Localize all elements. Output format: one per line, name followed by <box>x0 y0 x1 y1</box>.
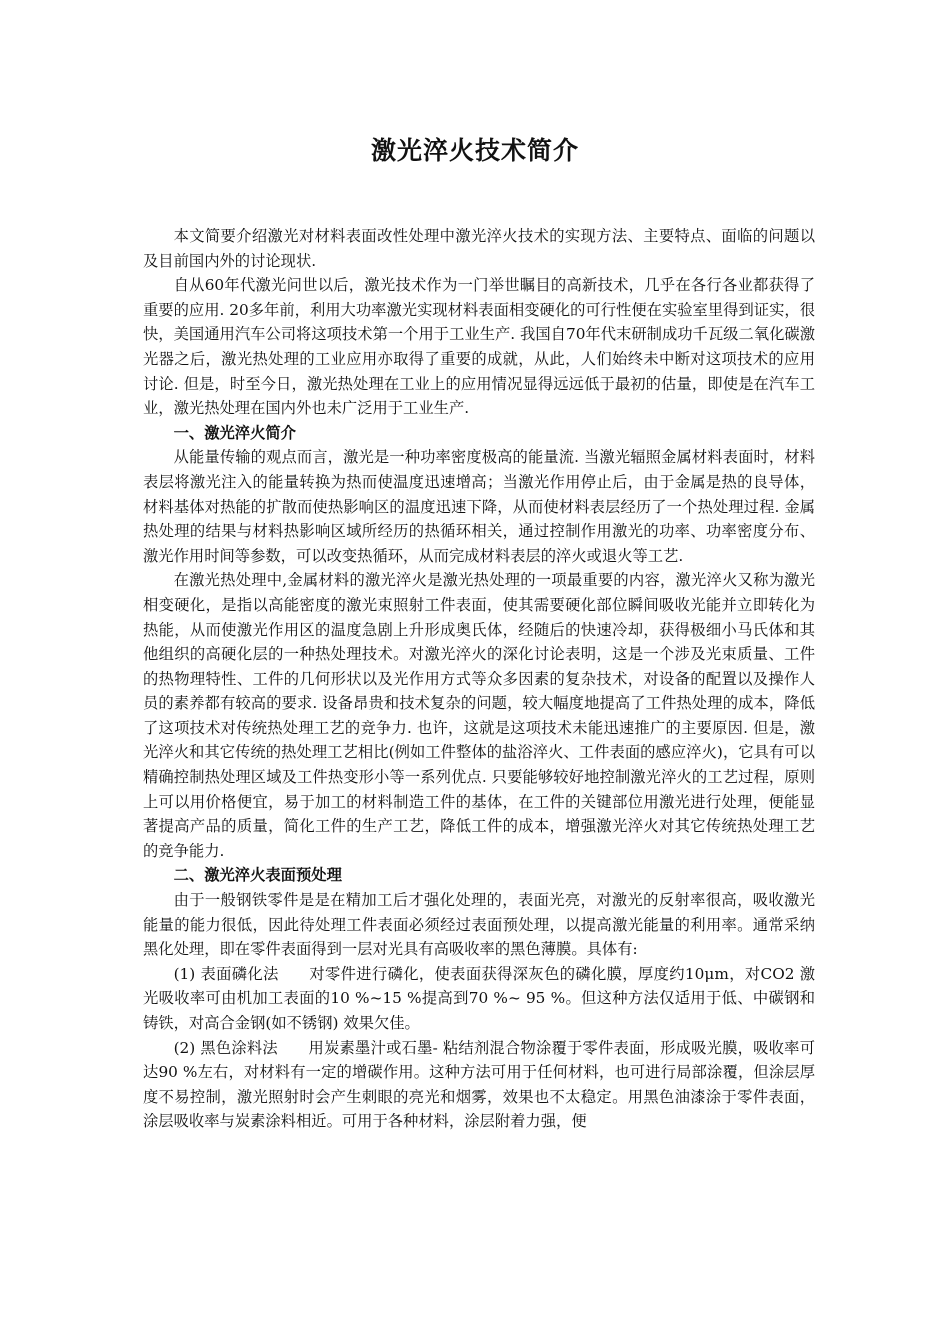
paragraph-pretreatment: 由于一般钢铁零件是是在精加工后才强化处理的，表面光亮，对激光的反射率很高，吸收激光能量的能力很低，因此待处理工件表面必须经过表面预处理，以提高激光能量的利用率。通常采纳黑化处理，即在零件表面得到一层对光具有高吸收率的黑色薄膜。具体有: <box>143 891 815 959</box>
list-item <box>143 962 815 1036</box>
list-item-term: (1) 表面磷化法 <box>173 964 279 983</box>
list-item <box>143 1036 815 1134</box>
list-item-term: (2) 黑色涂料法 <box>173 1038 278 1057</box>
paragraph-history: 自从60年代激光问世以后，激光技术作为一门举世瞩目的高新技术，几乎在各行各业都获得了重要的应用. 20多年前，利用大功率激光实现材料表面相变硬化的可行性便在实验室里得到证实，很快，美国通用汽车公司将这项技术第一个用于工业生产. 我国自70年代末研制成功千瓦级二氧化碳激光器之后，激光热处理的工业应用亦取得了重要的成就，从此，人们始终未中断对这项技术的应用讨论. 但是，时至今日，激光热处理在工业上的应用情况显得远远低于最初的估量，即使是在汽车工业，激光热处理在国内外也未广泛用于工业生产. <box>143 276 815 418</box>
paragraph-energy: 从能量传输的观点而言，激光是一种功率密度极高的能量流. 当激光辐照金属材料表面时，材料表层将激光注入的能量转换为热而使温度迅速增高；当激光作用停止后，由于金属是热的良导体，材料基体对热能的扩散而使热影响区的温度迅速下降，从而使材料表层经历了一个热处理过程. 金属热处理的结果与材料热影响区域所经历的热循环相关，通过控制作用激光的功率、功率密度分布、激光作用时间等参数，可以改变热循环，从而完成材料表层的淬火或退火等工艺. <box>143 448 815 565</box>
section-heading-1: 一、激光淬火简介 <box>173 423 296 442</box>
paragraph-quenching: 在激光热处理中,金属材料的激光淬火是激光热处理的一项最重要的内容，激光淬火又称为激光相变硬化，是指以高能密度的激光束照射工件表面，使其需要硬化部位瞬间吸收光能并立即转化为热能，从而使激光作用区的温度急剧上升形成奥氏体，经随后的快速冷却，获得极细小马氏体和其他组织的高硬化层的一种热处理技术。对激光淬火的深化讨论表明，这是一个涉及光束质量、工件的热物理特性、工件的几何形状以及光作用方式等众多因素的复杂技术，对设备的配置以及操作人员的素养都有较高的要求. 设备昂贵和技术复杂的问题，较大幅度地提高了工件热处理的成本，降低了这项技术对传统热处理工艺的竞争力. 也许，这就是这项技术未能迅速推广的主要原因. 但是，激光淬火和其它传统的热处理工艺相比(例如工件整体的盐浴淬火、工件表面的感应淬火)，它具有可以精确控制热处理区域及工件热变形小等一系列优点. 只要能够较好地控制激光淬火的工艺过程，原则上可以用价格便宜，易于加工的材料制造工件的基体，在工件的关键部位用激光进行处理，便能显著提高产品的质量，简化工件的生产工艺，降低工件的成本，增强激光淬火对其它传统热处理工艺的竞争能力. <box>143 571 815 860</box>
paragraph-abstract: 本文简要介绍激光对材料表面改性处理中激光淬火技术的实现方法、主要特点、面临的问题以及目前国内外的讨论现状. <box>143 227 815 270</box>
document-body <box>143 224 815 1134</box>
document-title: 激光淬火技术简介 <box>370 136 579 165</box>
list-item-text: 用炭素墨汁或石墨- 粘结剂混合物涂覆于零件表面，形成吸光膜，吸收率可达90 %左右，对材料有一定的增碳作用。这种方法可用于任何材料，也可进行局部涂覆，但涂层厚度不易控制，激光照射时会产生刺眼的亮光和烟雾，效果也不太稳定。用黑色油漆涂于零件表面，涂层吸收率与炭素涂料相近。可用于各种材料，涂层附着力强，便 <box>143 1038 815 1131</box>
section-heading-2: 二、激光淬火表面预处理 <box>173 866 342 885</box>
list-item-text: 对零件进行磷化，使表面获得深灰色的磷化膜，厚度约10μm，对CO2 激光吸收率可由机加工表面的10 %~15 %提高到70 %~ 95 %。但这种方法仅适用于低、中碳钢和铸铁，对高合金钢(如不锈钢) 效果欠佳。 <box>143 964 815 1032</box>
